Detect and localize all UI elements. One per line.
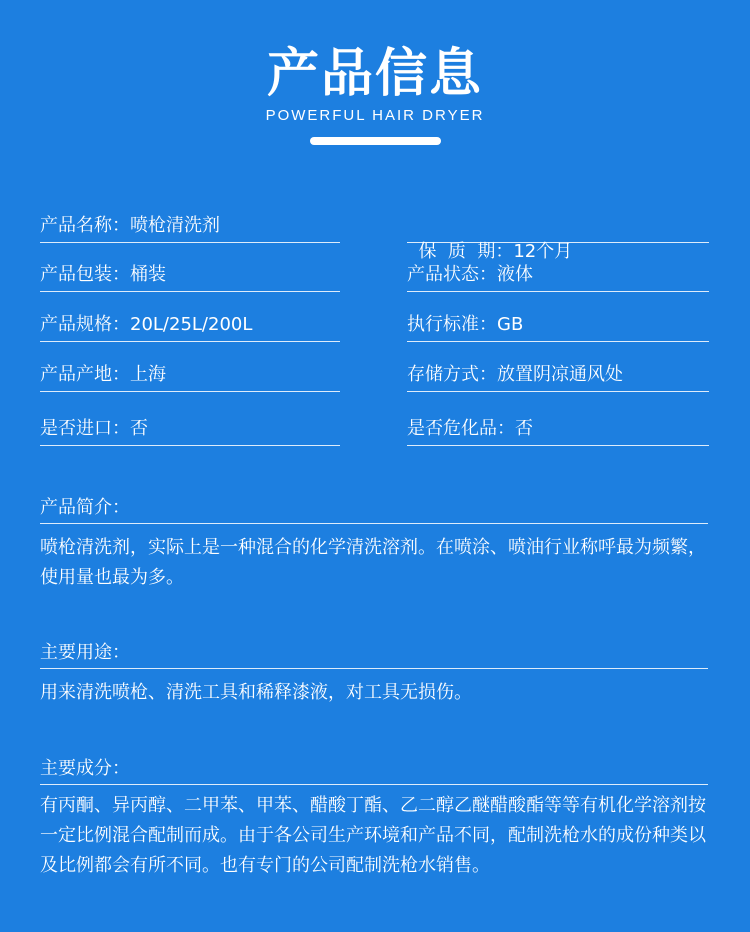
spec-label: 产品产地：: [40, 364, 130, 385]
section-label-intro: 产品简介：: [40, 496, 708, 524]
spec-value: 否: [515, 418, 533, 439]
spec-label: 是否危化品：: [407, 418, 515, 439]
spec-row-packaging: [40, 262, 340, 292]
spec-value: 20L/25L/200L: [130, 314, 253, 335]
spec-value: 放置阴凉通风处: [497, 364, 623, 385]
spec-row-specification: [40, 312, 340, 342]
spec-label: 产品包装：: [40, 264, 130, 285]
spec-row-storage: [407, 362, 709, 392]
spec-row-imported: [40, 416, 340, 446]
spec-row-hazardous: [407, 416, 709, 446]
spec-value: 喷枪清洗剂: [130, 215, 220, 236]
spec-label: 产品名称：: [40, 215, 130, 236]
spec-value: 否: [130, 418, 148, 439]
page-subtitle: POWERFUL HAIR DRYER: [265, 107, 485, 124]
section-text-intro: 喷枪清洗剂，实际上是一种混合的化学清洗溶剂。在喷涂、喷油行业称呼最为频繁，使用量也最为多。: [40, 537, 706, 588]
spec-row-product-name: [40, 213, 340, 243]
spec-label: 产品状态：: [407, 264, 497, 285]
spec-value: 12个月: [513, 241, 573, 262]
section-text-usage: 用来清洗喷枪、清洗工具和稀释漆液，对工具无损伤。: [40, 682, 472, 703]
spec-value: 液体: [497, 264, 533, 285]
spec-label: 产品规格：: [40, 314, 130, 335]
spec-label: 保 质 期：: [418, 241, 514, 262]
spec-value: GB: [497, 314, 524, 335]
spec-value: 桶装: [130, 264, 166, 285]
spec-row-standard: [407, 312, 709, 342]
spec-label: 存储方式：: [407, 364, 497, 385]
title-underline-bar: [310, 137, 441, 145]
section-text-composition: 有丙酮、异丙醇、二甲苯、甲苯、醋酸丁酯、乙二醇乙醚醋酸酯等等有机化学溶剂按一定比例混合配制而成。由于各公司生产环境和产品不同，配制洗枪水的成份种类以及比例都会有所不同。也有专门的公司配制洗枪水销售。: [40, 795, 706, 876]
spec-label: 执行标准：: [407, 314, 497, 335]
section-label-composition: 主要成分：: [40, 757, 708, 785]
spec-row-shelf-life: [407, 213, 709, 262]
spec-row-origin: [40, 362, 340, 392]
spec-value: 上海: [130, 364, 166, 385]
section-label-usage: 主要用途：: [40, 641, 708, 669]
page-title: 产品信息: [266, 44, 483, 104]
spec-row-state: [407, 262, 709, 292]
spec-label: 是否进口：: [40, 418, 130, 439]
